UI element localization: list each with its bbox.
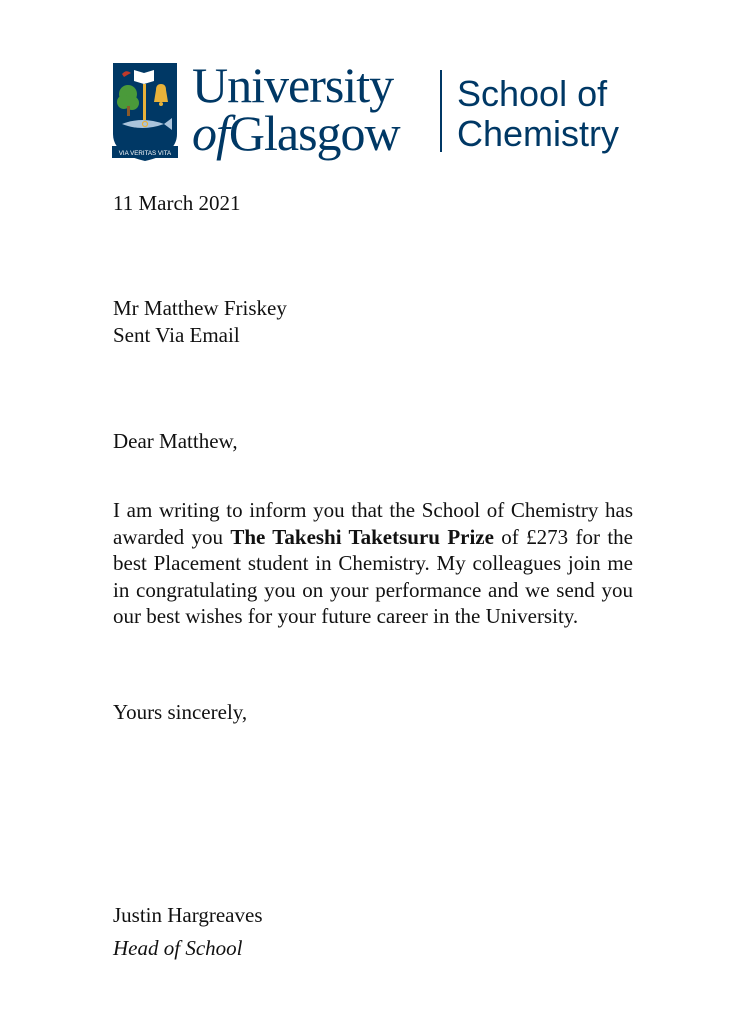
- letterhead: [112, 57, 652, 162]
- body-text-after: of £273 for the best Placement student in Chemistry. My colleagues join me in congratulating you on your performance and we send you our best wishes for your future career in the University.: [113, 524, 633, 628]
- body-text-before: I am writing to inform you that the School of Chemistry has awarded you: [113, 498, 633, 549]
- letter-body: [113, 497, 633, 630]
- letterhead-divider: [440, 70, 442, 152]
- prize-name: The Takeshi Taketsuru Prize: [230, 524, 494, 549]
- delivery-method: Sent Via Email: [113, 323, 240, 347]
- letter-date: 11 March 2021: [113, 191, 241, 215]
- university-of: of: [192, 105, 229, 161]
- university-crest-icon: [112, 62, 178, 162]
- school-name-line2: Chemistry: [457, 113, 620, 154]
- salutation: Dear Matthew,: [113, 429, 238, 453]
- signatory-name: Justin Hargreaves: [113, 903, 263, 927]
- signatory-title: Head of School: [113, 936, 243, 960]
- crest-motto: VIA VERITAS VITA: [118, 150, 172, 157]
- school-name-line1: School of: [457, 73, 608, 114]
- school-name: [457, 74, 619, 154]
- university-name-line2: [192, 106, 400, 160]
- university-name-line1: University: [192, 57, 394, 113]
- university-glasgow: Glasgow: [228, 105, 400, 161]
- closing: Yours sincerely,: [113, 700, 248, 724]
- recipient-name: Mr Matthew Friskey: [113, 296, 287, 320]
